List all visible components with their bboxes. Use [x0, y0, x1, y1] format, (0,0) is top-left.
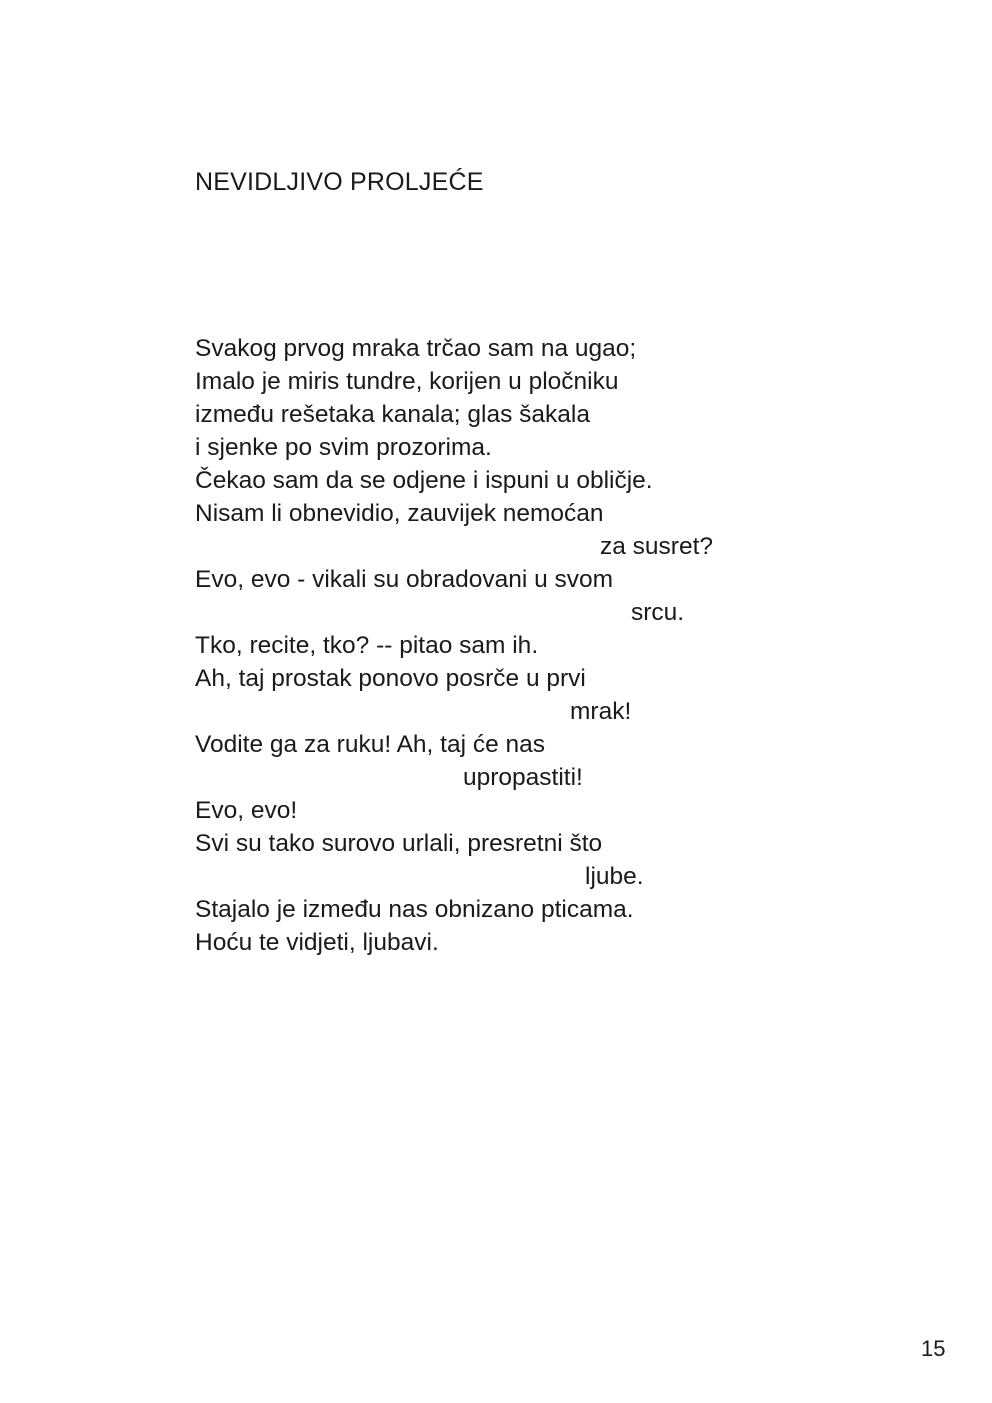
poem-line: Tko, recite, tko? -- pitao sam ih.	[195, 632, 539, 659]
poem-title: NEVIDLJIVO PROLJEĆE	[195, 168, 484, 196]
poem-line-continuation: mrak!	[570, 698, 632, 725]
poem-line: Hoću te vidjeti, ljubavi.	[195, 929, 439, 956]
page-number: 15	[921, 1336, 946, 1361]
poem-line-continuation: srcu.	[631, 599, 685, 626]
poem-line: Imalo je miris tundre, korijen u pločniku	[195, 368, 619, 395]
poem-line: Svakog prvog mraka trčao sam na ugao;	[195, 335, 637, 362]
poem-line: Evo, evo - vikali su obradovani u svom	[195, 566, 614, 593]
poem-line: Ah, taj prostak ponovo posrče u prvi	[195, 665, 586, 692]
poem-line: Stajalo je između nas obnizano pticama.	[195, 896, 634, 923]
poem-line: Vodite ga za ruku! Ah, taj će nas	[195, 731, 546, 758]
poem-line: Nisam li obnevidio, zauvijek nemoćan	[195, 500, 604, 527]
poem-line: između rešetaka kanala; glas šakala	[195, 401, 590, 428]
poem-line: Čekao sam da se odjene i ispuni u obličje.	[195, 467, 653, 494]
poem-line: Svi su tako surovo urlali, presretni što	[195, 830, 603, 857]
poem-line: i sjenke po svim prozorima.	[195, 434, 492, 461]
poem-line-continuation: upropastiti!	[463, 764, 583, 791]
poem-line: Evo, evo!	[195, 797, 298, 824]
poem-line-continuation: ljube.	[585, 863, 644, 890]
poem-line-continuation: za susret?	[600, 533, 714, 560]
